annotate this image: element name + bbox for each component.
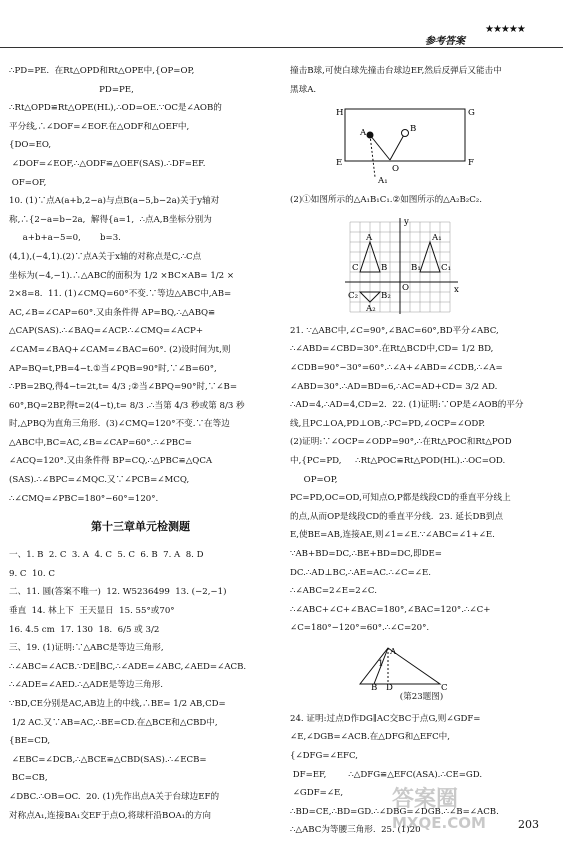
label-o: O: [392, 164, 400, 175]
text-line: 坐标为(−4,−1).∴△ABC的面积为 1/2 ×BC×AB= 1/2 ×: [9, 270, 235, 281]
path-a-a1: [370, 135, 375, 177]
text-line: OP=OP,: [290, 474, 338, 485]
text-line: ∴∠ABC+∠C+∠BAC=180°,∠BAC=120°.∴∠C+: [290, 604, 491, 615]
text-line: 60°,BQ=2BP,得t=2(4−t),t= 8/3 .∴当第 4/3 秒或第 8/3 秒: [9, 400, 245, 411]
label-h: H: [336, 108, 344, 119]
text-line: DC.∴AD⊥BC,∴AE=AC.∴∠C=∠E.: [290, 567, 432, 578]
label-a1: A₁: [378, 176, 388, 186]
label-g: G: [468, 108, 475, 119]
watermark-logo: [392, 786, 552, 842]
header-label: 参考答案: [425, 36, 465, 47]
text-line: 10. (1)∵点A(a+b,2−a)与点B(a−5,b−2a)关于y轴对: [9, 196, 220, 207]
label-c: C: [352, 262, 359, 273]
text-line: 2×8=8. 11. (1)∠CMQ=60°不变.∵等边△ABC中,AB=: [9, 289, 232, 300]
left-column: [9, 62, 272, 825]
text-line: 21. ∵△ABC中,∠C=90°,∠BAC=60°,BD平分∠ABC,: [290, 325, 499, 336]
text-line: 一、1. B 2. C 3. A 4. C 5. C 6. B 7. A 8. D: [9, 550, 204, 561]
text-line: ∠C=180°−120°=60°.∴∠C=20°.: [290, 623, 430, 634]
page-number: 203: [518, 818, 539, 831]
text-line: (2)证明:∵∠OCP=∠ODP=90°,∴在Rt△POC和Rt△POD: [290, 437, 512, 448]
text-line: ∠EBC=∠DCB,∴△BCE≌△CBD(SAS).∴∠ECB=: [9, 754, 207, 765]
label-c1: C₁: [441, 262, 452, 273]
text-line: ∵AB+BD=DC,∴BE+BD=DC,即DE=: [290, 548, 442, 559]
watermark-line-1: 答案圈: [392, 787, 459, 812]
answer-block-right-mid: [290, 191, 553, 210]
label-c: C: [441, 682, 448, 690]
text-line: 时,△PBQ为直角三角形. (3)∠CMQ=120°不变.∵在等边: [9, 419, 230, 430]
text-line: △CAP(SAS).∴∠BAQ=∠ACP.∴∠CMQ=∠ACP+: [9, 326, 204, 337]
text-line: 16. 4.5 cm 17. 130 18. 6/5 或 3/2: [9, 624, 160, 635]
text-line: ∴Rt△OPD≌Rt△OPE(HL),∴OD=OE.∵OC是∠AOB的: [9, 103, 222, 114]
triangle-abc: [360, 648, 440, 684]
text-line: △ABC中,BC=AC,∠B=∠CAP=60°.∴∠PBC=: [9, 437, 192, 448]
answer-block-left-bottom: [9, 546, 272, 825]
text-line: {BE=CD,: [9, 736, 51, 747]
header-rule: [0, 47, 563, 48]
text-line: 9. C 10. C: [9, 568, 55, 579]
text-line: 二、11. 圆(答案不唯一) 12. W5236499 13. (−2,−1): [9, 587, 227, 598]
text-line: 1/2 AC.又∵AB=AC,∴BE=CD.在△BCE和△CBD中,: [9, 717, 218, 728]
label-b2: B₂: [381, 290, 391, 301]
ball-a: [367, 132, 374, 139]
text-line: ∴∠ABD=∠CBD=30°.在Rt△BCD中,CD= 1/2 BD,: [290, 344, 494, 355]
path-o-b: [390, 133, 405, 160]
text-line: 24. 证明:过点D作DG∥AC交BC于点G,则∠GDF=: [290, 713, 481, 724]
text-line: ∴∠ADE=∠AED.∴△ADE是等边三角形.: [9, 680, 163, 691]
label-b: B: [410, 124, 417, 135]
answer-block-left-top: [9, 62, 272, 508]
text-line: AC,∠B=∠CAP=60°.又由条件得 AP=BQ,∴△ABQ≌: [9, 307, 216, 318]
section-title: 第十三章单元检测题: [91, 520, 190, 534]
text-line: (SAS).∴∠BPC=∠MQC.又∵∠PCB=∠MCQ,: [9, 475, 190, 486]
axis-x-label: x: [454, 284, 459, 295]
triangle-figure: [290, 644, 553, 704]
label-a: A: [366, 232, 373, 243]
grid-figure: [290, 216, 553, 316]
answer-block-right-top: [290, 62, 553, 99]
figure-caption: (第23题图): [399, 691, 444, 702]
label-b: B: [371, 682, 378, 690]
text-line: PC=PD,OC=OD,可知点O,P都是线段CD的垂直平分线上: [290, 493, 511, 504]
answer-block-right-lower: [290, 322, 553, 638]
text-line: ∴∠CMQ=∠PBC=180°−60°=120°.: [9, 493, 159, 504]
text-line: ∠ACQ=120°.又由条件得 BP=CQ,∴△PBC≌△QCA: [9, 456, 213, 467]
text-line: 撞击B球,可使白球先撞击台球边EF,然后反弹后又能击中: [290, 66, 502, 76]
billiard-figure: [290, 105, 553, 185]
text-line: ∴PB=2BQ,得4−t=2t,t= 4/3 ;②当∠BPQ=90°时,∵∠B=: [9, 382, 238, 393]
text-line: 中,{PC=PD, ∴Rt△POC≌Rt△POD(HL).∴OC=OD.: [290, 455, 506, 466]
ball-b: [402, 130, 409, 137]
text-line: ∴AD=4,∴AD=4,CD=2. 22. (1)证明:∵OP是∠AOB的平分: [290, 400, 524, 411]
text-line: 平分线,∴∠DOF=∠EOF.在△ODF和△OEF中,: [9, 121, 190, 132]
text-line: ∴△ABC为等腰三角形. 25. (1)20: [290, 825, 421, 836]
text-line: a+b+a−5=0, b=3.: [9, 233, 121, 244]
text-line: ∠E,∠DGB=∠ACB.在△DFG和△EFC中,: [290, 732, 450, 743]
label-d: D: [386, 682, 393, 690]
text-line: {DO=EO,: [9, 140, 52, 151]
text-line: 对称点A₁,连接BA₁交EF于点O,将球杆沿BOA₁的方向: [9, 810, 211, 821]
text-line: ∴∠ABC=∠ACB.∵DE∥BC,∴∠ADE=∠ABC,∠AED=∠ACB.: [9, 661, 247, 672]
text-line: 黑球A.: [290, 84, 317, 95]
label-e: E: [336, 158, 343, 169]
label-b: B: [381, 262, 388, 273]
origin-label: O: [402, 282, 410, 293]
text-line: E,使BE=AB,连接AE,则∠1=∠E.∵∠ABC=∠1+∠E.: [290, 530, 495, 541]
text-line: ∵BD,CE分别是AC,AB边上的中线,∴BE= 1/2 AB,CD=: [9, 699, 226, 709]
label-angle-1: 1: [378, 658, 384, 669]
text-line: ∠CAM=∠BAQ+∠CAM=∠BAC=60°. (2)设时间为t,则: [9, 344, 231, 355]
label-b1: B₁: [411, 262, 421, 273]
text-line: 垂直 14. 林上下 王天显日 15. 55°或70°: [9, 606, 175, 617]
label-f: F: [468, 158, 474, 169]
text-line: BC=CB,: [9, 773, 48, 784]
text-line: ∠GDF=∠E,: [290, 788, 344, 799]
text-line: OF=OF,: [9, 177, 47, 188]
text-line: DF=EF, ∴△DFG≌△EFC(ASA).∴CE=GD.: [290, 769, 483, 780]
text-line: ∴BD=CE,∴BD=GD.∴∠DBG=∠DGB.∴∠B=∠ACB.: [290, 806, 499, 817]
axis-y-label: y: [404, 216, 409, 227]
text-line: ∴PD=PE. 在Rt△OPD和Rt△OPE中,{OP=OP,: [9, 66, 195, 76]
text-line: ∠DOF=∠EOF,∴△ODF≌△OEF(SAS).∴DF=EF.: [9, 158, 206, 169]
text-line: ∠DBC.∴OB=OC. 20. (1)先作出点A关于台球边EF的: [9, 791, 220, 802]
text-line: (4,1),(−4,1).(2)∵点A关于x轴的对称点是C,∴C点: [9, 251, 202, 262]
text-line: 的点,从而OP是线段CD的垂直平分线. 23. 延长DB到点: [290, 511, 503, 522]
text-line: {∠DFG=∠EFC,: [290, 751, 359, 762]
right-column: [290, 62, 553, 840]
text-line: 三、19. (1)证明:∵△ABC是等边三角形,: [9, 643, 164, 654]
text-line: ∴∠ABC=2∠E=2∠C.: [290, 586, 377, 597]
label-a: A: [360, 128, 367, 139]
text-line: PD=PE,: [9, 84, 134, 95]
watermark-line-2: MXQE.COM: [392, 814, 486, 832]
text-line: AP=BQ=t,PB=4−t.①当∠PQB=90°时,∵∠B=60°,: [9, 363, 217, 374]
header-stars-icon: ★★★★★: [485, 24, 525, 35]
label-a1: A₁: [432, 232, 442, 243]
label-a: A: [390, 646, 397, 657]
label-c2: C₂: [348, 290, 359, 301]
label-a2: A₂: [366, 303, 376, 314]
text-line: 称,∴{2−a=b−2a, 解得{a=1, ∴点A,B坐标分别为: [9, 214, 212, 225]
text-line: (2)①如图所示的△A₁B₁C₁.②如图所示的△A₂B₂C₂.: [290, 195, 482, 206]
text-line: 线,且PC⊥OA,PD⊥OB,∴PC=PD,∠OCP=∠ODP.: [290, 418, 486, 429]
text-line: ∠CDB=90°−30°=60°.∴∠A+∠ABD=∠CDB,∴∠A=: [290, 362, 503, 373]
text-line: ∠ABD=30°.∴AD=BD=6,∴AC=AD+CD= 3/2 AD.: [290, 381, 498, 392]
